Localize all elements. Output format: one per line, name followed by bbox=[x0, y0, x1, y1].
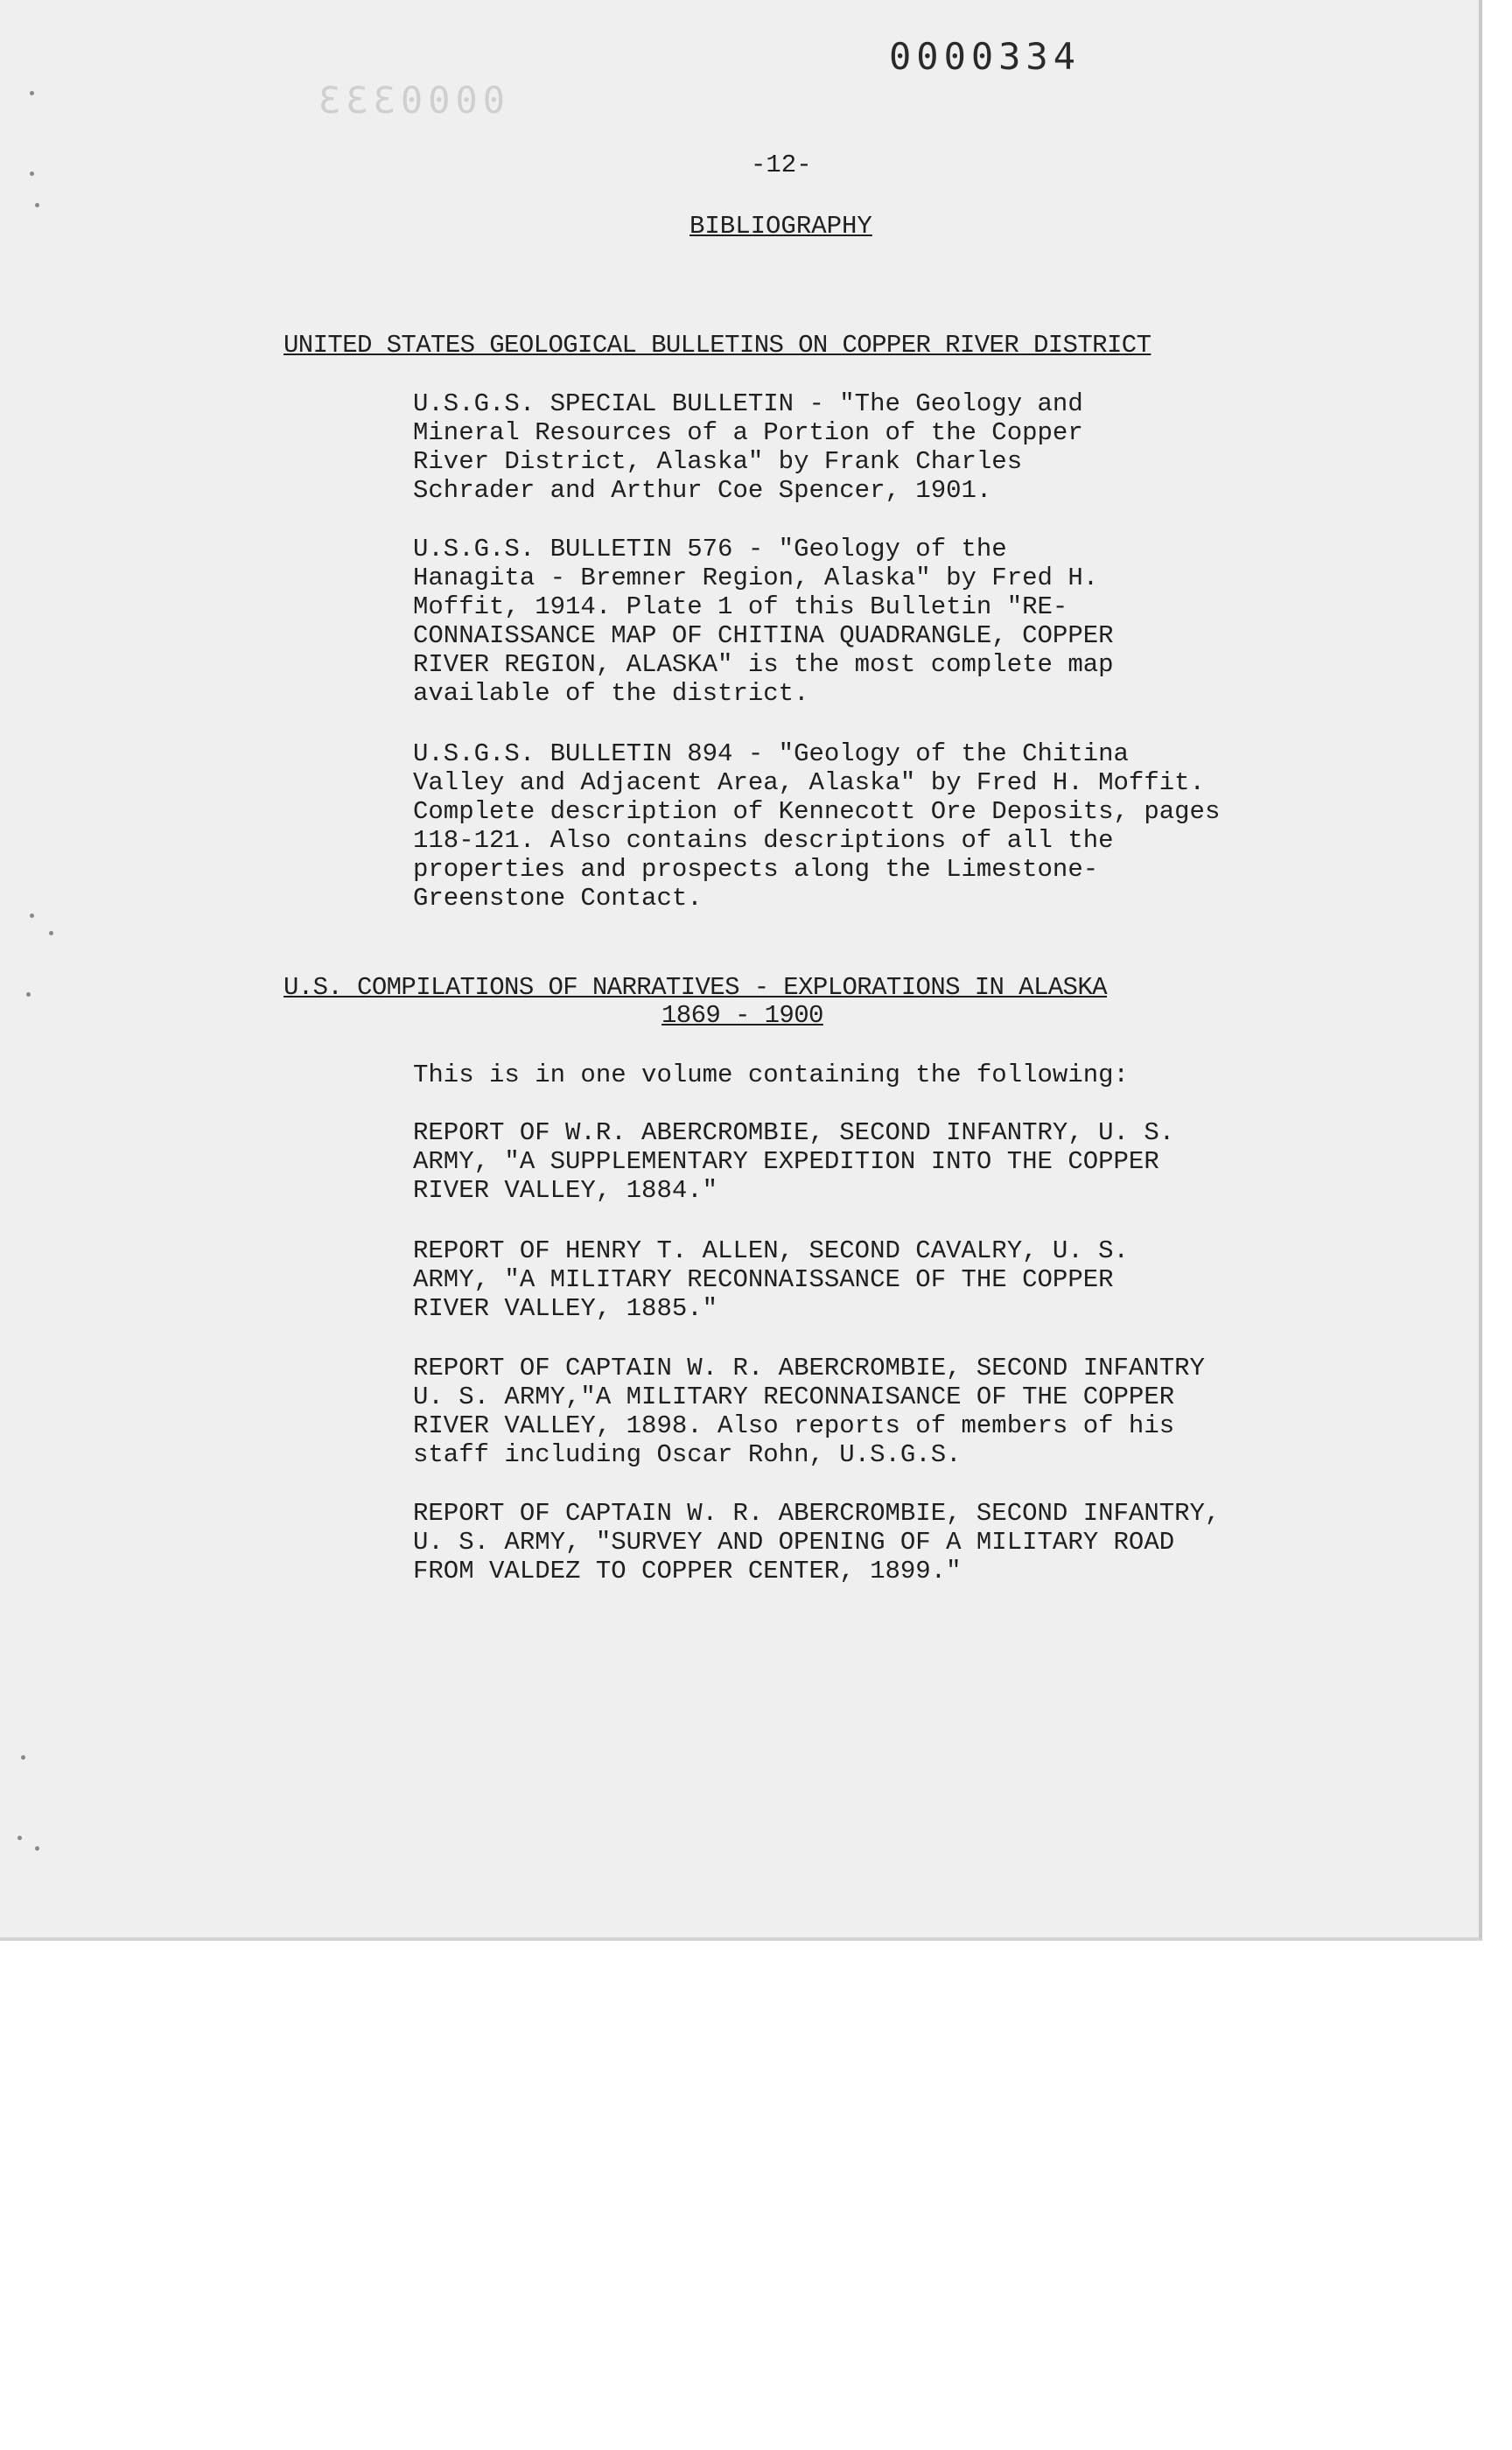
report-entry-1885: REPORT OF HENRY T. ALLEN, SECOND CAVALRY, U. S. ARMY, "A MILITARY RECONNAISSANCE OF THE COPPER RIVER VALLEY, 1885." bbox=[413, 1236, 1129, 1323]
report-entry-1898: REPORT OF CAPTAIN W. R. ABERCROMBIE, SECOND INFANTRY U. S. ARMY,"A MILITARY RECONNAISANCE OF THE COPPER RIVER VALLEY, 1898. Also reports of members of his staff including Oscar Rohn, U.S.G.S. bbox=[413, 1354, 1205, 1469]
bleed-through-stamp: 0000333 bbox=[313, 79, 506, 122]
scan-speck bbox=[49, 931, 53, 935]
bibliography-entry-special-bulletin: U.S.G.S. SPECIAL BULLETIN - "The Geology and Mineral Resources of a Portion of the Copper River District, Alaska" by Frank Charles Schrader and Arthur Coe Spencer, 1901. bbox=[413, 389, 1083, 505]
report-entry-1899: REPORT OF CAPTAIN W. R. ABERCROMBIE, SECOND INFANTRY, U. S. ARMY, "SURVEY AND OPENING OF A MILITARY ROAD FROM VALDEZ TO COPPER CENTER, 1899." bbox=[413, 1499, 1221, 1586]
section-heading-years: 1869 - 1900 bbox=[662, 1001, 823, 1030]
scan-speck bbox=[30, 172, 34, 176]
scan-speck bbox=[30, 914, 34, 918]
section-heading-compilations: U.S. COMPILATIONS OF NARRATIVES - EXPLORATIONS IN ALASKA bbox=[284, 973, 1107, 1002]
scan-speck bbox=[30, 91, 34, 95]
report-entry-1884: REPORT OF W.R. ABERCROMBIE, SECOND INFANTRY, U. S. ARMY, "A SUPPLEMENTARY EXPEDITION INTO THE COPPER RIVER VALLEY, 1884." bbox=[413, 1118, 1175, 1205]
section-heading-usgs-bulletins: UNITED STATES GEOLOGICAL BULLETINS ON COPPER RIVER DISTRICT bbox=[284, 331, 1152, 360]
scan-speck bbox=[26, 992, 31, 997]
bibliography-entry-bulletin-576: U.S.G.S. BULLETIN 576 - "Geology of the Hanagita - Bremner Region, Alaska" by Fred H. Moffit, 1914. Plate 1 of this Bulletin "RE- CONNAISSANCE MAP OF CHITINA QUADRANGLE, COPPER RIVER REGION, ALASKA" is the most complete map available of the district. bbox=[413, 535, 1114, 708]
scan-speck bbox=[35, 1846, 39, 1851]
document-stamp-number: 0000334 bbox=[889, 35, 1082, 78]
bibliography-entry-bulletin-894: U.S.G.S. BULLETIN 894 - "Geology of the Chitina Valley and Adjacent Area, Alaska" by Fred H. Moffit. Complete description of Kennecott Ore Deposits, pages 118-121. Also contains descriptions of all the properties and prospects along the Limestone- Greenstone Contact. bbox=[413, 739, 1221, 913]
page-number: -12- bbox=[751, 150, 812, 179]
scan-speck bbox=[18, 1836, 22, 1840]
page-title: BIBLIOGRAPHY bbox=[690, 212, 872, 241]
compilation-intro: This is in one volume containing the following: bbox=[413, 1060, 1129, 1089]
scan-speck bbox=[21, 1755, 25, 1760]
scan-speck bbox=[35, 203, 39, 207]
